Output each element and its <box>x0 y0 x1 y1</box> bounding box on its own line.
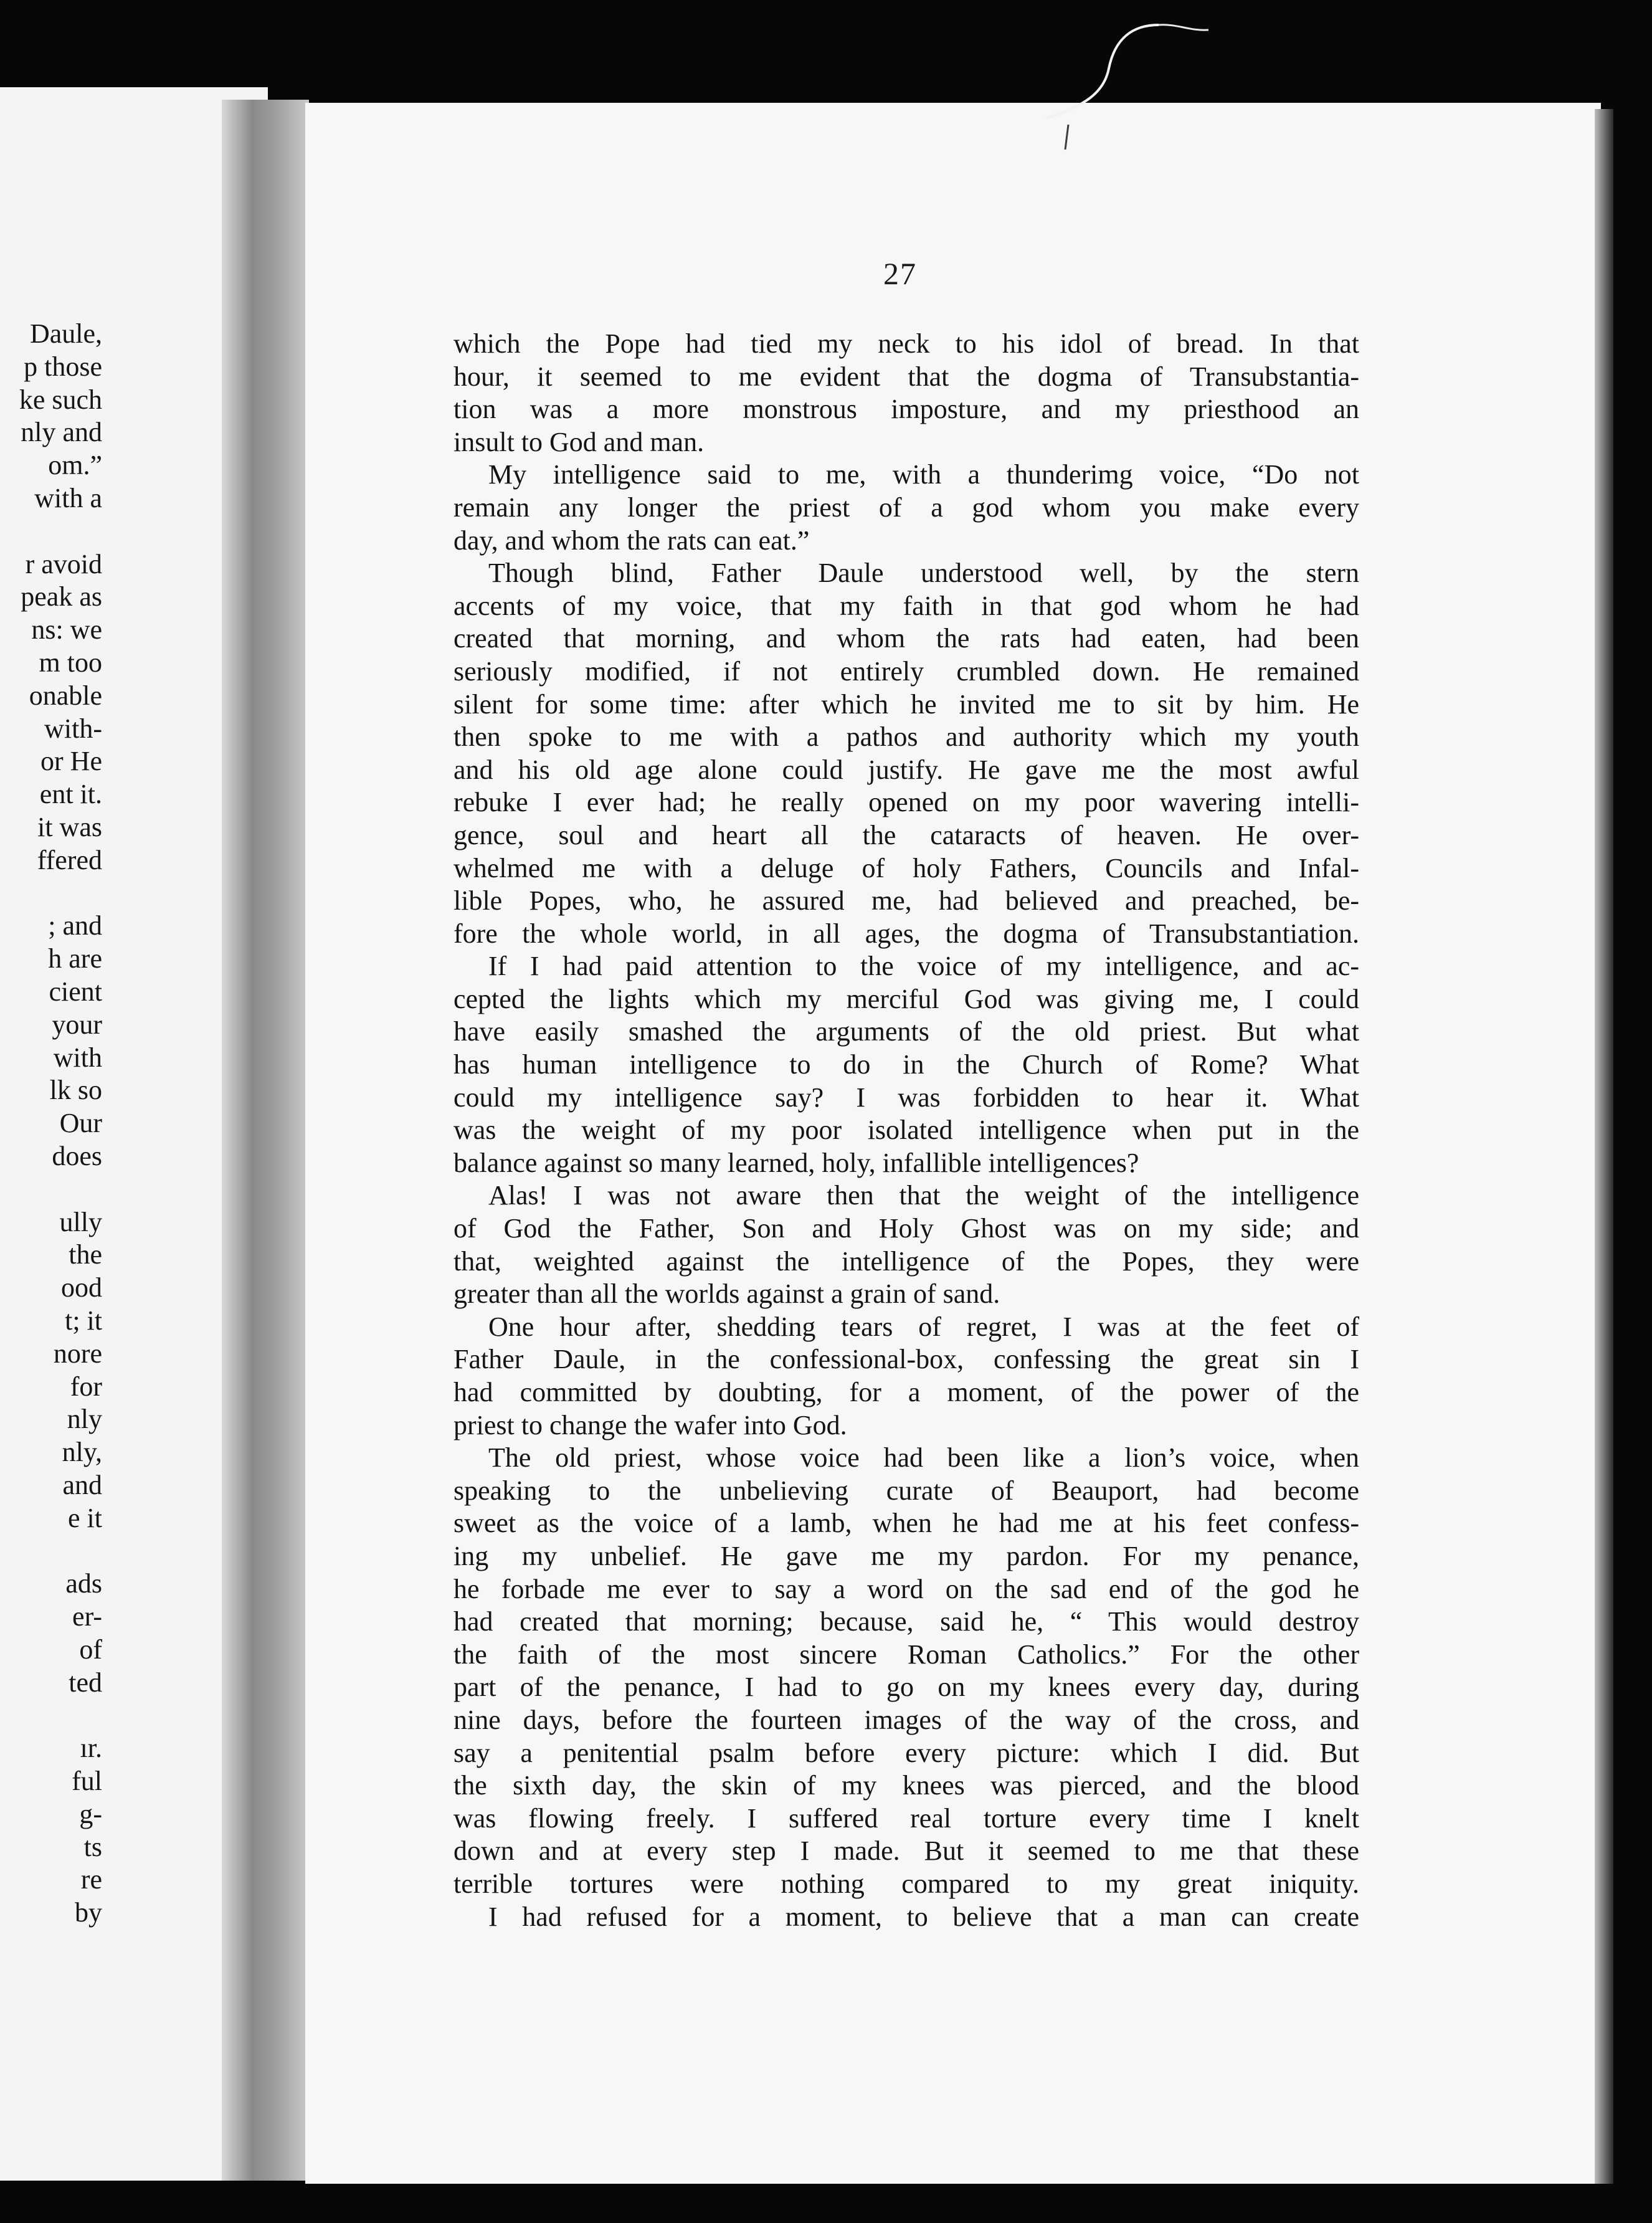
left-page-line: with a <box>34 482 102 513</box>
body-text-line: balance against so many learned, holy, infallible intelligences? <box>453 1147 1139 1178</box>
body-text-line: seriously modified, if not entirely crumbled down. He remained <box>453 655 1359 687</box>
body-text-line: nine days, before the fourteen images of the way of the cross, and <box>453 1704 1359 1735</box>
body-text-line: have easily smashed the arguments of the old priest. But what <box>453 1016 1359 1047</box>
left-page-line: Daule, <box>29 318 102 349</box>
body-text-line: cepted the lights which my merciful God was giving me, I could <box>453 983 1359 1014</box>
left-page-line <box>0 1535 102 1568</box>
paper-fiber-curl <box>1022 0 1221 162</box>
left-page-line: of <box>79 1634 102 1665</box>
left-page-line: your <box>52 1009 102 1040</box>
body-text-line: tion was a more monstrous imposture, and my priesthood an <box>453 394 1359 425</box>
body-text-line: then spoke to me with a pathos and authority which my youth <box>453 721 1359 753</box>
left-page-line: it was <box>37 811 102 842</box>
page-body-text <box>453 328 1359 1933</box>
body-text-line: of God the Father, Son and Holy Ghost was on my side; and <box>453 1213 1359 1244</box>
body-text-line: I had refused for a moment, to believe that a man can create <box>488 1901 1359 1932</box>
left-page-line: or He <box>40 746 102 777</box>
left-page-line: ent it. <box>39 779 102 810</box>
body-text-line: silent for some time: after which he invited me to sit by him. He <box>453 688 1359 720</box>
body-text-line: Father Daule, in the confessional-box, confessing the great sin I <box>453 1344 1359 1375</box>
left-page-line: ood <box>61 1272 102 1303</box>
left-page-line: Our <box>59 1108 102 1139</box>
body-text-line: remain any longer the priest of a god whom you make every <box>453 492 1359 523</box>
left-page-line: ffered <box>37 844 102 875</box>
page-number: 27 <box>883 256 917 291</box>
body-text-line: was the weight of my poor isolated intelligence when put in the <box>453 1115 1359 1146</box>
body-text-line: rebuke I ever had; he really opened on my poor wavering intelli- <box>453 787 1359 818</box>
left-page-line: nly <box>67 1404 102 1435</box>
left-page-line: ; and <box>48 910 102 941</box>
left-page-line: r avoid <box>25 548 102 579</box>
body-text-line: The old priest, whose voice had been like a lion’s voice, when <box>488 1442 1359 1473</box>
body-text-line: greater than all the worlds against a grain of sand. <box>453 1278 1000 1310</box>
body-text-line: insult to God and man. <box>453 426 705 457</box>
left-page-line: h are <box>48 943 102 974</box>
left-page-line: om.” <box>48 450 102 481</box>
left-page-line: the <box>69 1239 102 1270</box>
body-text-line: accents of my voice, that my faith in that god whom he had <box>453 590 1359 621</box>
left-page-line: does <box>52 1140 102 1171</box>
body-text-line: down and at every step I made. But it seemed to me that these <box>453 1835 1359 1867</box>
body-text-line: sweet as the voice of a lamb, when he had me at his feet confess- <box>453 1508 1359 1539</box>
left-page-line: t; it <box>65 1305 102 1336</box>
left-page-line: with- <box>44 713 102 744</box>
body-text-line: which the Pope had tied my neck to his idol of bread. In that <box>453 328 1359 359</box>
body-text-line: the faith of the most sincere Roman Catholics.” For the other <box>453 1639 1359 1670</box>
body-text-line: could my intelligence say? I was forbidden to hear it. What <box>453 1082 1359 1113</box>
body-text-line: he forbade me ever to say a word on the sad end of the god he <box>453 1573 1359 1604</box>
left-page-line: nore <box>53 1338 102 1369</box>
left-page-line: ts <box>83 1831 102 1862</box>
body-text-line: say a penitential psalm before every picture: which I did. But <box>453 1737 1359 1768</box>
left-page-line: ted <box>69 1667 102 1698</box>
left-page-line: g- <box>79 1798 102 1829</box>
left-page-line: nly, <box>62 1437 102 1468</box>
body-text-line: ing my unbelief. He gave me my pardon. For my penance, <box>453 1540 1359 1571</box>
left-page-line: cient <box>49 976 102 1007</box>
left-page-line: p those <box>24 351 102 382</box>
body-text-line: terrible tortures were nothing compared to my great iniquity. <box>453 1868 1359 1899</box>
left-page-line: onable <box>29 680 102 711</box>
left-page-line: for <box>70 1371 102 1402</box>
body-text-line: One hour after, shedding tears of regret, I was at the feet of <box>488 1311 1359 1342</box>
body-text-line: the sixth day, the skin of my knees was pierced, and the blood <box>453 1770 1359 1801</box>
body-text-line: gence, soul and heart all the cataracts of heaven. He over- <box>453 819 1359 850</box>
left-page-line: with <box>53 1042 102 1073</box>
body-text-line: My intelligence said to me, with a thunderimg voice, “Do not <box>488 459 1359 490</box>
body-text-line: had committed by doubting, for a moment, of the power of the <box>453 1377 1359 1407</box>
body-text-line: created that morning, and whom the rats had eaten, had been <box>453 623 1359 654</box>
left-page-line: er- <box>72 1601 102 1632</box>
left-page-line: lk so <box>49 1075 102 1106</box>
body-text-line: and his old age alone could justify. He gave me the most awful <box>453 754 1359 785</box>
body-text-line: hour, it seemed to me evident that the dogma of Transubstantia- <box>453 361 1359 392</box>
body-text-line: that, weighted against the intelligence of the Popes, they were <box>453 1245 1359 1277</box>
body-text-line: priest to change the wafer into God. <box>453 1409 847 1440</box>
body-text-line: has human intelligence to do in the Church of Rome? What <box>453 1049 1359 1080</box>
left-page-line: nly and <box>21 417 102 448</box>
left-page-line <box>0 877 102 910</box>
left-page-line: by <box>75 1897 102 1928</box>
left-page-line: ır. <box>80 1733 102 1764</box>
left-page-line <box>0 515 102 548</box>
left-page-line <box>0 1173 102 1206</box>
left-page-line: ads <box>65 1568 102 1599</box>
left-page-line: m too <box>39 647 102 678</box>
body-text-line: Though blind, Father Daule understood well, by the stern <box>488 558 1359 589</box>
left-page-line: e it <box>68 1502 102 1533</box>
left-page-line: ns: we <box>31 614 102 645</box>
left-page-line: ully <box>59 1206 102 1237</box>
body-text-line: part of the penance, I had to go on my knees every day, during <box>453 1672 1359 1703</box>
left-page-line: peak as <box>21 581 102 612</box>
body-text-line: lible Popes, who, he assured me, had believed and preached, be- <box>453 885 1359 916</box>
left-page-line: and <box>62 1469 102 1500</box>
left-page-line: ful <box>72 1766 102 1797</box>
left-page-text-column <box>0 318 102 1930</box>
body-text-line: Alas! I was not aware then that the weight of the intelligence <box>488 1180 1359 1211</box>
body-text-line: If I had paid attention to the voice of my intelligence, and ac- <box>488 951 1359 982</box>
book-gutter-shadow <box>222 100 309 2181</box>
body-text-line: was flowing freely. I suffered real torture every time I knelt <box>453 1802 1359 1834</box>
body-text-line: day, and whom the rats can eat.” <box>453 525 810 556</box>
left-page-line: re <box>80 1864 102 1895</box>
left-page-line <box>0 1699 102 1732</box>
body-text-line: speaking to the unbelieving curate of Beauport, had become <box>453 1475 1359 1506</box>
body-text-line: fore the whole world, in all ages, the dogma of Transubstantiation. <box>453 918 1359 949</box>
left-page-line: ke such <box>19 384 102 415</box>
body-text-line: whelmed me with a deluge of holy Fathers, Councils and Infal- <box>453 852 1359 883</box>
body-text-line: had created that morning; because, said he, “ This would destroy <box>453 1606 1359 1637</box>
page-edge-shadow <box>1595 109 1613 2184</box>
